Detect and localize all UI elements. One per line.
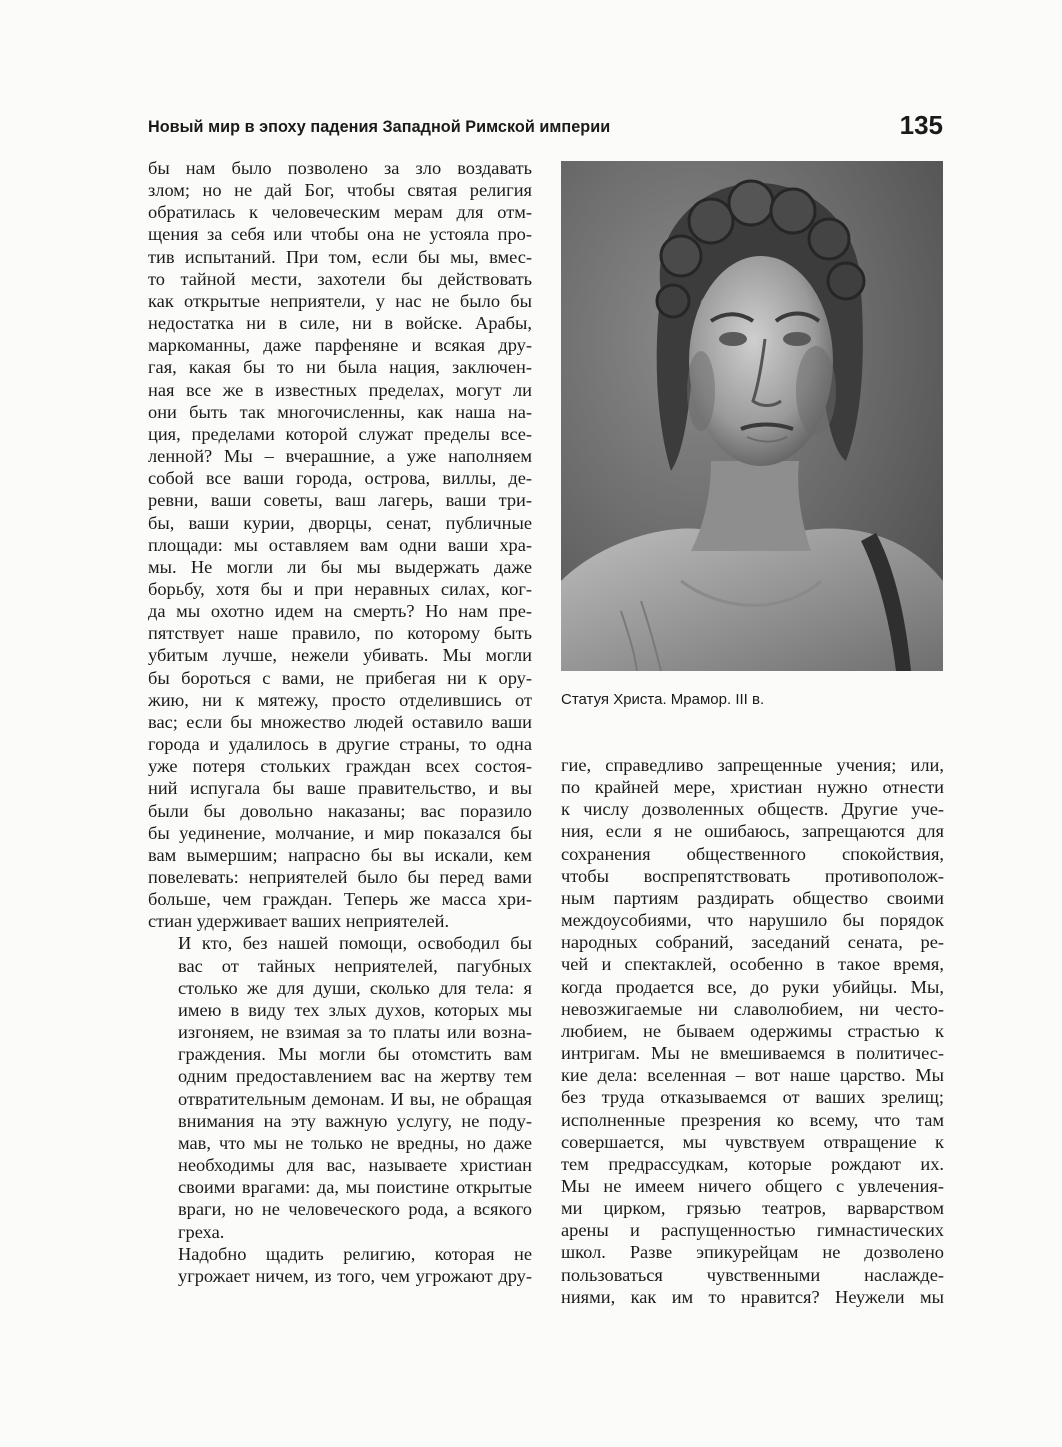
text-line: бы бороться с вами, не прибегая ни к ору- (148, 667, 532, 688)
text-line: ная все же в известных пределах, могут ли (148, 379, 532, 400)
text-line: сохранения общественного спокойствия, (561, 843, 944, 864)
text-line: они быть так многочисленны, как наша на- (148, 401, 532, 422)
text-line: жию, ни к мятежу, просто отделившись от (148, 689, 532, 710)
text-line: ревни, ваши советы, ваш лагерь, ваши три- (148, 490, 532, 511)
statue-photo (561, 161, 943, 671)
text-line: борьбу, хотя бы и при неравных силах, ког- (148, 578, 532, 599)
figure-caption: Статуя Христа. Мрамор. III в. (561, 691, 765, 708)
text-line: народных собраний, заседаний сената, ре- (561, 932, 944, 953)
text-line: площади: мы оставляем вам одни ваши хра- (148, 534, 532, 555)
text-line: любием, не бываем одержимы страстью к (561, 1020, 944, 1041)
text-line: вас от тайных неприятелей, пагубных (178, 955, 532, 976)
text-line: интригам. Мы не вмешиваемся в политичес- (561, 1043, 944, 1064)
text-line: то тайной мести, захотели бы действовать (148, 268, 532, 289)
text-line: кие дела: вселенная – вот наше царство. Мы (561, 1065, 944, 1086)
text-line: ция, пределами которой служат пределы все- (148, 423, 532, 444)
text-line: да мы охотно идем на смерть? Но нам пре- (148, 601, 532, 622)
text-line: пятствует наше правило, по которому быть (148, 623, 532, 644)
text-line: пользоваться чувственными наслажде- (561, 1264, 944, 1285)
text-line: как открытые неприятели, у нас не было бы (148, 290, 532, 311)
text-line: ниями, как им то нравится? Неужели мы (561, 1286, 944, 1307)
text-line: греха. (178, 1221, 225, 1242)
text-line: злом; но не дай Бог, чтобы святая религия (148, 180, 532, 201)
text-line: междоусобиями, что нарушило бы порядок (561, 910, 944, 931)
text-line: отвратительным демонам. И вы, не обращая (178, 1088, 532, 1109)
running-title: Новый мир в эпоху падения Западной Римской империи (148, 118, 611, 136)
text-line: ния, если я не ошибаюсь, запрещаются для (561, 821, 944, 842)
text-line: повелевать: неприятелей было бы перед вами (148, 867, 532, 887)
text-line: маркоманны, даже парфеняне и всякая дру- (148, 335, 532, 356)
text-line: бы нам было позволено за зло воздавать (148, 158, 532, 178)
text-line: невозжигаемые ни славолюбием, ни често- (561, 998, 944, 1019)
text-line: гая, какая бы то ни была нация, заключен- (148, 357, 532, 378)
text-line: недостатка ни в силе, ни в войске. Арабы, (148, 313, 532, 334)
text-line: чей и спектаклей, особенно в такое время, (561, 954, 944, 975)
text-line: угрожает ничем, из того, чем угрожают дру- (178, 1265, 532, 1286)
text-line: без труда отказываемся от ваших зрелищ; (561, 1087, 944, 1108)
page-number: 135 (899, 110, 943, 140)
right-column (561, 754, 944, 1308)
text-line: мав, что мы не только не вредны, но даже (178, 1132, 532, 1153)
text-line: вам вымершим; напрасно бы вы искали, кем (148, 844, 532, 865)
text-line: арены и распущенностью гимнастических (561, 1220, 944, 1241)
text-line: одним предоставлением вас на жертву тем (178, 1066, 532, 1087)
text-line: мы. Не могли ли бы мы выдержать даже (148, 556, 532, 577)
paragraph-2 (148, 932, 532, 1242)
text-line: бы уединение, молчание, и мир показался бы (148, 822, 532, 843)
text-line: уже потеря стольких граждан всех состоя- (148, 756, 532, 777)
text-line: больше, чем граждан. Теперь же масса хри- (148, 889, 532, 910)
text-line: граждения. Мы могли бы отомстить вам (178, 1044, 532, 1065)
text-line: столько же для души, сколько для тела: я (178, 977, 532, 998)
text-line: города и удалилось в другие страны, то одна (148, 734, 532, 755)
text-line: необходимы для вас, называете христиан (178, 1155, 532, 1176)
left-column (148, 157, 532, 1287)
text-line: враги, но не человеческого рода, а всякого (178, 1199, 532, 1220)
paragraph-3 (148, 1243, 532, 1287)
paragraph-4 (561, 754, 944, 1308)
text-line: Мы не имеем ничего общего с увлечения- (561, 1175, 944, 1196)
text-line: стиан удерживает ваших неприятелей. (148, 911, 450, 932)
text-line: школ. Разве эпикурейцам не дозволено (561, 1242, 944, 1263)
statue-of-christ-image (561, 161, 943, 671)
text-line: чтобы воспрепятствовать противополож- (561, 865, 944, 886)
text-line: когда продается все, до руки убийцы. Мы, (561, 976, 944, 997)
text-line: ний испугала бы ваше правительство, и вы (148, 778, 532, 799)
text-line: тем предрассудкам, которые рождают их. (561, 1153, 944, 1174)
text-line: внимания на эту важную услугу, не поду- (178, 1110, 532, 1131)
text-line: изгоняем, не взимая за то платы или возна- (178, 1022, 532, 1043)
paragraph-1 (148, 157, 532, 932)
running-head (148, 110, 943, 144)
text-line: тив испытаний. При том, если бы мы, вмес- (148, 246, 532, 267)
text-line: своими врагами: да, мы поистине открытые (178, 1177, 532, 1198)
text-line: ленной? Мы – вчерашние, а уже наполняем (148, 446, 532, 467)
text-line: И кто, без нашей помощи, освободил бы (178, 933, 532, 954)
text-line: ным партиям раздирать общество своими (561, 887, 944, 908)
text-line: убитым лучше, нежели убивать. Мы могли (148, 645, 532, 666)
text-line: обратилась к человеческим мерам для отм- (148, 202, 532, 223)
text-line: по крайней мере, христиан нужно отнести (561, 777, 944, 798)
text-line: бы, ваши курии, дворцы, сенат, публичные (148, 512, 532, 533)
text-line: щения за себя или чтобы она не устояла про- (148, 224, 532, 245)
text-line: гие, справедливо запрещенные учения; или, (561, 755, 944, 775)
text-line: исполненные презрения ко всему, что там (561, 1109, 944, 1130)
text-line: совершается, мы чувствуем отвращение к (561, 1131, 944, 1152)
text-line: собой все ваши города, острова, виллы, де- (148, 468, 532, 489)
text-line: были бы довольно наказаны; вас поразило (148, 800, 532, 821)
text-line: ми цирком, грязью театров, варварством (561, 1198, 944, 1219)
text-line: к числу дозволенных обществ. Другие уче- (561, 799, 944, 820)
text-line: Надобно щадить религию, которая не (178, 1243, 532, 1264)
text-line: имею в виду тех злых духов, которых мы (178, 999, 532, 1020)
text-line: вас; если бы множество людей оставило ваши (148, 711, 532, 732)
